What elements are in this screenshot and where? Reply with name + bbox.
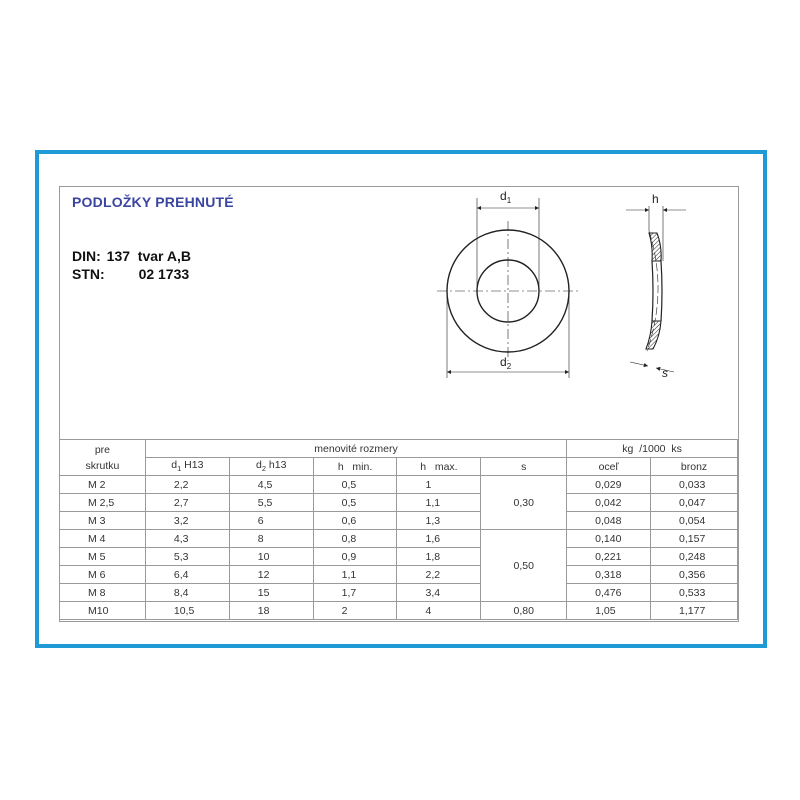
document-title: PODLOŽKY PREHNUTÉ [72,194,234,210]
table-row [60,566,738,584]
cell-weight-bronze: 0,157 [651,530,738,548]
cell-d2: 5,5 [229,494,313,512]
cell-h-min: 0,5 [313,476,397,494]
cell-screw-size: M 2,5 [60,494,146,512]
cell-screw-size: M 8 [60,584,146,602]
washer-dimension-table [59,439,738,620]
cell-weight-bronze: 0,248 [651,548,738,566]
washer-section-view [626,206,686,372]
cell-h-min: 0,8 [313,530,397,548]
cell-d1: 5,3 [145,548,229,566]
cell-d2: 12 [229,566,313,584]
table-row [60,530,738,548]
table-row [60,476,738,494]
washer-front-view [437,198,580,378]
cell-h-max: 1,6 [397,530,481,548]
cell-h-max: 1,1 [397,494,481,512]
cell-screw-size: M 2 [60,476,146,494]
group-header-nominal-dimensions: menovité rozmery [145,440,566,458]
cell-d1: 4,3 [145,530,229,548]
cell-weight-steel: 1,05 [567,602,651,620]
header-bronz: bronz [651,458,738,476]
d2-dimension-label: $d_2$ [500,355,512,371]
cell-h-min: 0,9 [313,548,397,566]
din-line [72,248,191,264]
s-dimension-label: s [662,366,668,380]
table-row [60,512,738,530]
cell-screw-size: M 4 [60,530,146,548]
washer-drawing [420,186,720,386]
cell-d2: 8 [229,530,313,548]
cell-d2: 18 [229,602,313,620]
header-d1: $d_1$ H13 [145,458,229,476]
cell-d2: 15 [229,584,313,602]
cell-d1: 2,7 [145,494,229,512]
cell-screw-size: M10 [60,602,146,620]
table-header-row-1 [60,440,738,458]
cell-weight-bronze: 0,533 [651,584,738,602]
cell-h-min: 0,5 [313,494,397,512]
header-h-max: h max. [397,458,481,476]
cell-h-min: 2 [313,602,397,620]
header-s: s [481,458,567,476]
stn-value: 02 1733 [138,266,190,282]
cell-h-min: 1,7 [313,584,397,602]
cell-screw-size: M 3 [60,512,146,530]
cell-h-max: 1,3 [397,512,481,530]
table-row [60,602,738,620]
cell-weight-steel: 0,140 [567,530,651,548]
table-header-row-2 [60,458,738,476]
cell-weight-steel: 0,318 [567,566,651,584]
header-pre: pre [94,443,111,456]
cell-h-max: 1,8 [397,548,481,566]
cell-weight-bronze: 0,033 [651,476,738,494]
table-row [60,548,738,566]
table-row [60,584,738,602]
cell-s: 0,80 [481,602,567,620]
cell-weight-bronze: 1,177 [651,602,738,620]
column-header-screw [60,440,146,476]
cell-h-max: 2,2 [397,566,481,584]
cell-weight-steel: 0,221 [567,548,651,566]
table-body [60,476,738,620]
cell-h-min: 0,6 [313,512,397,530]
d1-dimension-label: $d_1$ [500,189,512,205]
cell-d1: 10,5 [145,602,229,620]
cell-weight-steel: 0,048 [567,512,651,530]
cell-s: 0,50 [481,530,567,602]
cell-d2: 10 [229,548,313,566]
cell-d2: 6 [229,512,313,530]
table-row [60,494,738,512]
stn-label: STN: [72,266,105,282]
cell-screw-size: M 6 [60,566,146,584]
cell-weight-steel: 0,476 [567,584,651,602]
cell-s: 0,30 [481,476,567,530]
cell-d1: 2,2 [145,476,229,494]
cell-h-min: 1,1 [313,566,397,584]
stn-line [72,266,189,282]
cell-d2: 4,5 [229,476,313,494]
cell-weight-bronze: 0,054 [651,512,738,530]
din-label: DIN: [72,248,101,264]
cell-h-max: 1 [397,476,481,494]
header-h-min: h min. [313,458,397,476]
group-header-weight: kg /1000 ks [567,440,738,458]
cell-h-max: 3,4 [397,584,481,602]
cell-weight-steel: 0,042 [567,494,651,512]
header-skrutku: skrutku [85,459,120,472]
header-ocel: oceľ [567,458,651,476]
cell-weight-bronze: 0,356 [651,566,738,584]
cell-d1: 8,4 [145,584,229,602]
header-d2: $d_2$ h13 [229,458,313,476]
din-value: 137 tvar A,B [106,248,191,264]
cell-weight-bronze: 0,047 [651,494,738,512]
cell-d1: 6,4 [145,566,229,584]
cell-d1: 3,2 [145,512,229,530]
h-dimension-label: h [652,192,659,206]
cell-screw-size: M 5 [60,548,146,566]
cell-weight-steel: 0,029 [567,476,651,494]
cell-h-max: 4 [397,602,481,620]
